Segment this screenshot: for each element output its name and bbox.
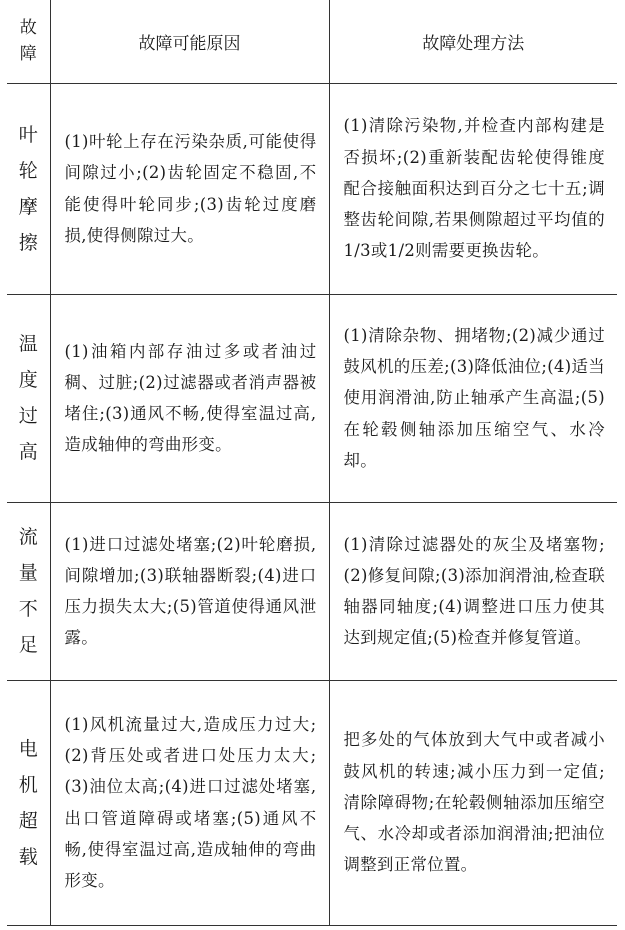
fault-table (7, 0, 617, 926)
table-row (7, 680, 617, 925)
fault-label (7, 83, 50, 294)
fault-label (7, 294, 50, 502)
header-cause: 故障可能原因 (50, 0, 329, 83)
table-row (7, 294, 617, 502)
fault-char: 机 (18, 773, 38, 796)
table-row (7, 502, 617, 680)
fault-char: 轮 (18, 159, 38, 182)
fault-char: 电 (18, 737, 38, 760)
fault-method-cell: (1)清除过滤器处的灰尘及堵塞物;(2)修复间隙;(3)添加润滑油,检查联轴器同轴度;(4)调整进口压力使其达到规定值;(5)检查并修复管道。 (329, 502, 617, 680)
fault-cause-cell: (1)叶轮上存在污染杂质,可能使得间隙过小;(2)齿轮固定不稳固,不能使得叶轮同步;(3)齿轮过度磨损,使得侧隙过大。 (50, 83, 329, 294)
fault-method-cell: (1)清除污染物,并检查内部构建是否损坏;(2)重新装配齿轮使得锥度配合接触面积达到百分之七十五;调整齿轮间隙,若果侧隙超过平均值的1/3或1/2则需要更换齿轮。 (329, 83, 617, 294)
table-row (7, 83, 617, 294)
fault-char: 量 (18, 562, 38, 584)
fault-char: 不 (18, 598, 38, 620)
fault-char: 摩 (18, 195, 38, 218)
fault-char: 超 (18, 809, 38, 832)
fault-char: 流 (18, 526, 38, 548)
fault-cause-cell: (1)进口过滤处堵塞;(2)叶轮磨损,间隙增加;(3)联轴器断裂;(4)进口压力损失太大;(5)管道使得通风泄露。 (50, 502, 329, 680)
fault-char: 过 (18, 405, 38, 427)
fault-label (7, 680, 50, 925)
fault-char: 载 (18, 845, 38, 868)
fault-method-cell: (1)清除杂物、拥堵物;(2)减少通过鼓风机的压差;(3)降低油位;(4)适当使用润滑油,防止轴承产生高温;(5)在轮毂侧轴添加压缩空气、水冷却。 (329, 294, 617, 502)
fault-label (7, 502, 50, 680)
fault-char: 擦 (18, 231, 38, 254)
fault-char: 度 (18, 369, 38, 391)
fault-cause-cell: (1)风机流量过大,造成压力过大;(2)背压处或者进口处压力太大;(3)油位太高;(4)进口过滤处堵塞,出口管道障碍或堵塞;(5)通风不畅,使得室温过高,造成轴伸的弯曲形变。 (50, 680, 329, 925)
fault-char: 高 (18, 441, 38, 463)
fault-char: 温 (18, 333, 38, 355)
fault-char: 叶 (18, 123, 38, 146)
header-fault: 故 障 (7, 0, 50, 83)
header-method: 故障处理方法 (329, 0, 617, 83)
fault-char: 足 (18, 634, 38, 656)
fault-method-cell: 把多处的气体放到大气中或者减小鼓风机的转速;减小压力到一定值;清除障碍物;在轮毂侧轴添加压缩空气、水冷却或者添加润滑油;把油位调整到正常位置。 (329, 680, 617, 925)
fault-cause-cell: (1)油箱内部存油过多或者油过稠、过脏;(2)过滤器或者消声器被堵住;(3)通风不畅,使得室温过高,造成轴伸的弯曲形变。 (50, 294, 329, 502)
table-header-row (7, 0, 617, 83)
